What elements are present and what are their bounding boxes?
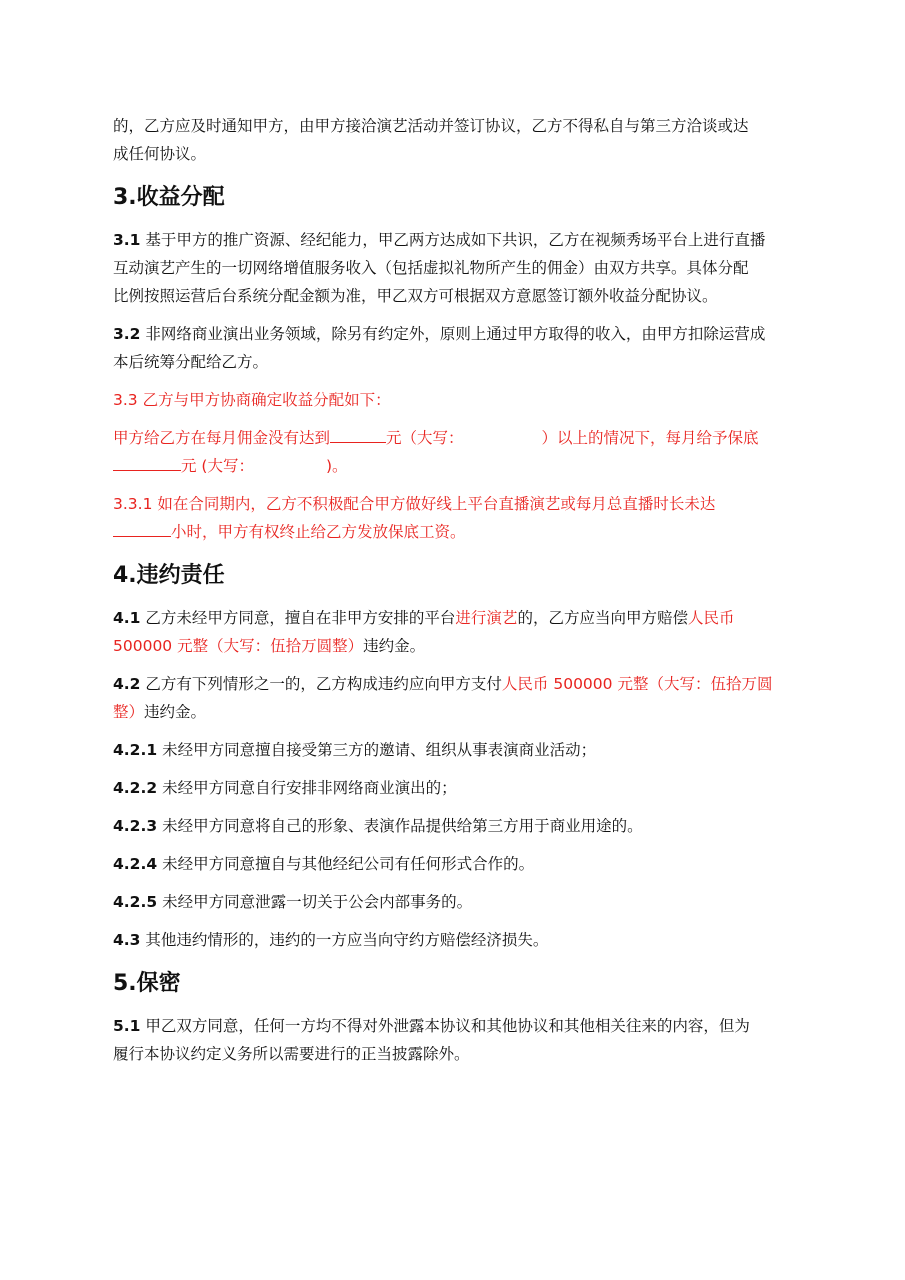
clause-3-1-number: 3.1 [113, 231, 141, 249]
clause-4-3-text: 其他违约情形的，违约的一方应当向守约方赔偿经济损失。 [145, 931, 549, 949]
clause-4-2-3-number: 4.2.3 [113, 817, 158, 835]
clause-4-2-3 [113, 812, 803, 840]
commission-threshold-blank [330, 426, 386, 443]
clause-4-1-penalty: 500000 元整（大写：伍拾万圆整） [113, 637, 364, 655]
clause-4-1-text-d: 人民币 [687, 609, 735, 627]
clause-3-1-line-2: 互动演艺产生的一切网络增值服务收入（包括虚拟礼物所产生的佣金）由双方共享。具体分配 [113, 259, 749, 277]
clause-4-2-3-text: 未经甲方同意将自己的形象、表演作品提供给第三方用于商业用途的。 [162, 817, 643, 835]
clause-4-2 [113, 670, 803, 726]
intro-paragraph [113, 112, 803, 168]
clause-4-2-penalty-end: 整） [113, 703, 145, 721]
clause-5-1 [113, 1012, 803, 1068]
clause-4-1 [113, 604, 803, 660]
clause-3-2-line-1: 非网络商业演出业务领域，除另有约定外，原则上通过甲方取得的收入，由甲方扣除运营成 [145, 325, 766, 343]
clause-4-1-number: 4.1 [113, 609, 141, 627]
clause-4-2-5 [113, 888, 803, 916]
guarantee-amount-blank [113, 454, 181, 471]
clause-4-2-penalty: 人民币 500000 元整（大写：伍拾万圆 [501, 675, 773, 693]
clause-3-2-line-2: 本后统筹分配给乙方。 [113, 353, 269, 371]
guarantee-text-d: 元 (大写： [181, 457, 254, 475]
section-4-heading: 4.违约责任 [113, 563, 225, 588]
clause-5-1-line-1: 甲乙双方同意，任何一方均不得对外泄露本协议和其他协议和其他相关往来的内容，但为 [145, 1017, 750, 1035]
clause-4-2-1-number: 4.2.1 [113, 741, 158, 759]
clause-5-1-number: 5.1 [113, 1017, 141, 1035]
guarantee-paragraph [113, 424, 803, 480]
clause-4-3-number: 4.3 [113, 931, 141, 949]
clause-4-2-text-a: 乙方有下列情形之一的，乙方构成违约应向甲方支付 [145, 675, 502, 693]
guarantee-text-c: ）以上的情况下，每月给予保底 [541, 429, 759, 447]
clause-4-2-2-text: 未经甲方同意自行安排非网络商业演出的； [162, 779, 457, 797]
clause-4-2-5-text: 未经甲方同意泄露一切关于公会内部事务的。 [162, 893, 473, 911]
clause-4-2-2 [113, 774, 803, 802]
hours-blank [113, 520, 171, 537]
clause-5-1-line-2: 履行本协议约定义务所以需要进行的正当披露除外。 [113, 1045, 470, 1063]
section-3-heading: 3.收益分配 [113, 185, 225, 210]
clause-4-2-1-text: 未经甲方同意擅自接受第三方的邀请、组织从事表演商业活动； [162, 741, 597, 759]
intro-line-1: 的，乙方应及时通知甲方，由甲方接洽演艺活动并签订协议，乙方不得私自与第三方洽谈或达 [113, 117, 749, 135]
clause-3-1-line-1: 基于甲方的推广资源、经纪能力，甲乙两方达成如下共识，乙方在视频秀场平台上进行直播 [145, 231, 766, 249]
guarantee-text-b: 元（大写： [386, 429, 464, 447]
clause-4-2-number: 4.2 [113, 675, 141, 693]
clause-4-2-5-number: 4.2.5 [113, 893, 158, 911]
guarantee-text-a: 甲方给乙方在每月佣金没有达到 [113, 429, 331, 447]
clause-3-3-1 [113, 490, 803, 546]
clause-3-2 [113, 320, 803, 376]
clause-3-2-number: 3.2 [113, 325, 141, 343]
document-page [113, 112, 803, 1068]
clause-3-1 [113, 226, 803, 310]
clause-4-2-2-number: 4.2.2 [113, 779, 158, 797]
clause-4-2-4-number: 4.2.4 [113, 855, 158, 873]
intro-line-2: 成任何协议。 [113, 145, 207, 163]
clause-4-1-text-c: 的，乙方应当向甲方赔偿 [517, 609, 688, 627]
clause-4-1-text-f: 违约金。 [363, 637, 426, 655]
guarantee-text-e: )。 [325, 457, 348, 475]
clause-3-1-line-3: 比例按照运营后台系统分配金额为准，甲乙双方可根据双方意愿签订额外收益分配协议。 [113, 287, 718, 305]
section-5-heading: 5.保密 [113, 971, 181, 996]
clause-3-3: 3.3 乙方与甲方协商确定收益分配如下： [113, 391, 391, 409]
clause-4-2-text-d: 违约金。 [144, 703, 207, 721]
clause-4-3 [113, 926, 803, 954]
clause-3-3-1-line-2: 小时，甲方有权终止给乙方发放保底工资。 [171, 523, 466, 541]
clause-4-2-1 [113, 736, 803, 764]
clause-3-3-1-line-1: 3.3.1 如在合同期内，乙方不积极配合甲方做好线上平台直播演艺或每月总直播时长未达 [113, 495, 716, 513]
clause-4-2-4-text: 未经甲方同意擅自与其他经纪公司有任何形式合作的。 [162, 855, 535, 873]
clause-4-1-text-a: 乙方未经甲方同意，擅自在非甲方安排的平台 [145, 609, 456, 627]
clause-4-2-4 [113, 850, 803, 878]
clause-4-1-text-b: 进行演艺 [455, 609, 518, 627]
